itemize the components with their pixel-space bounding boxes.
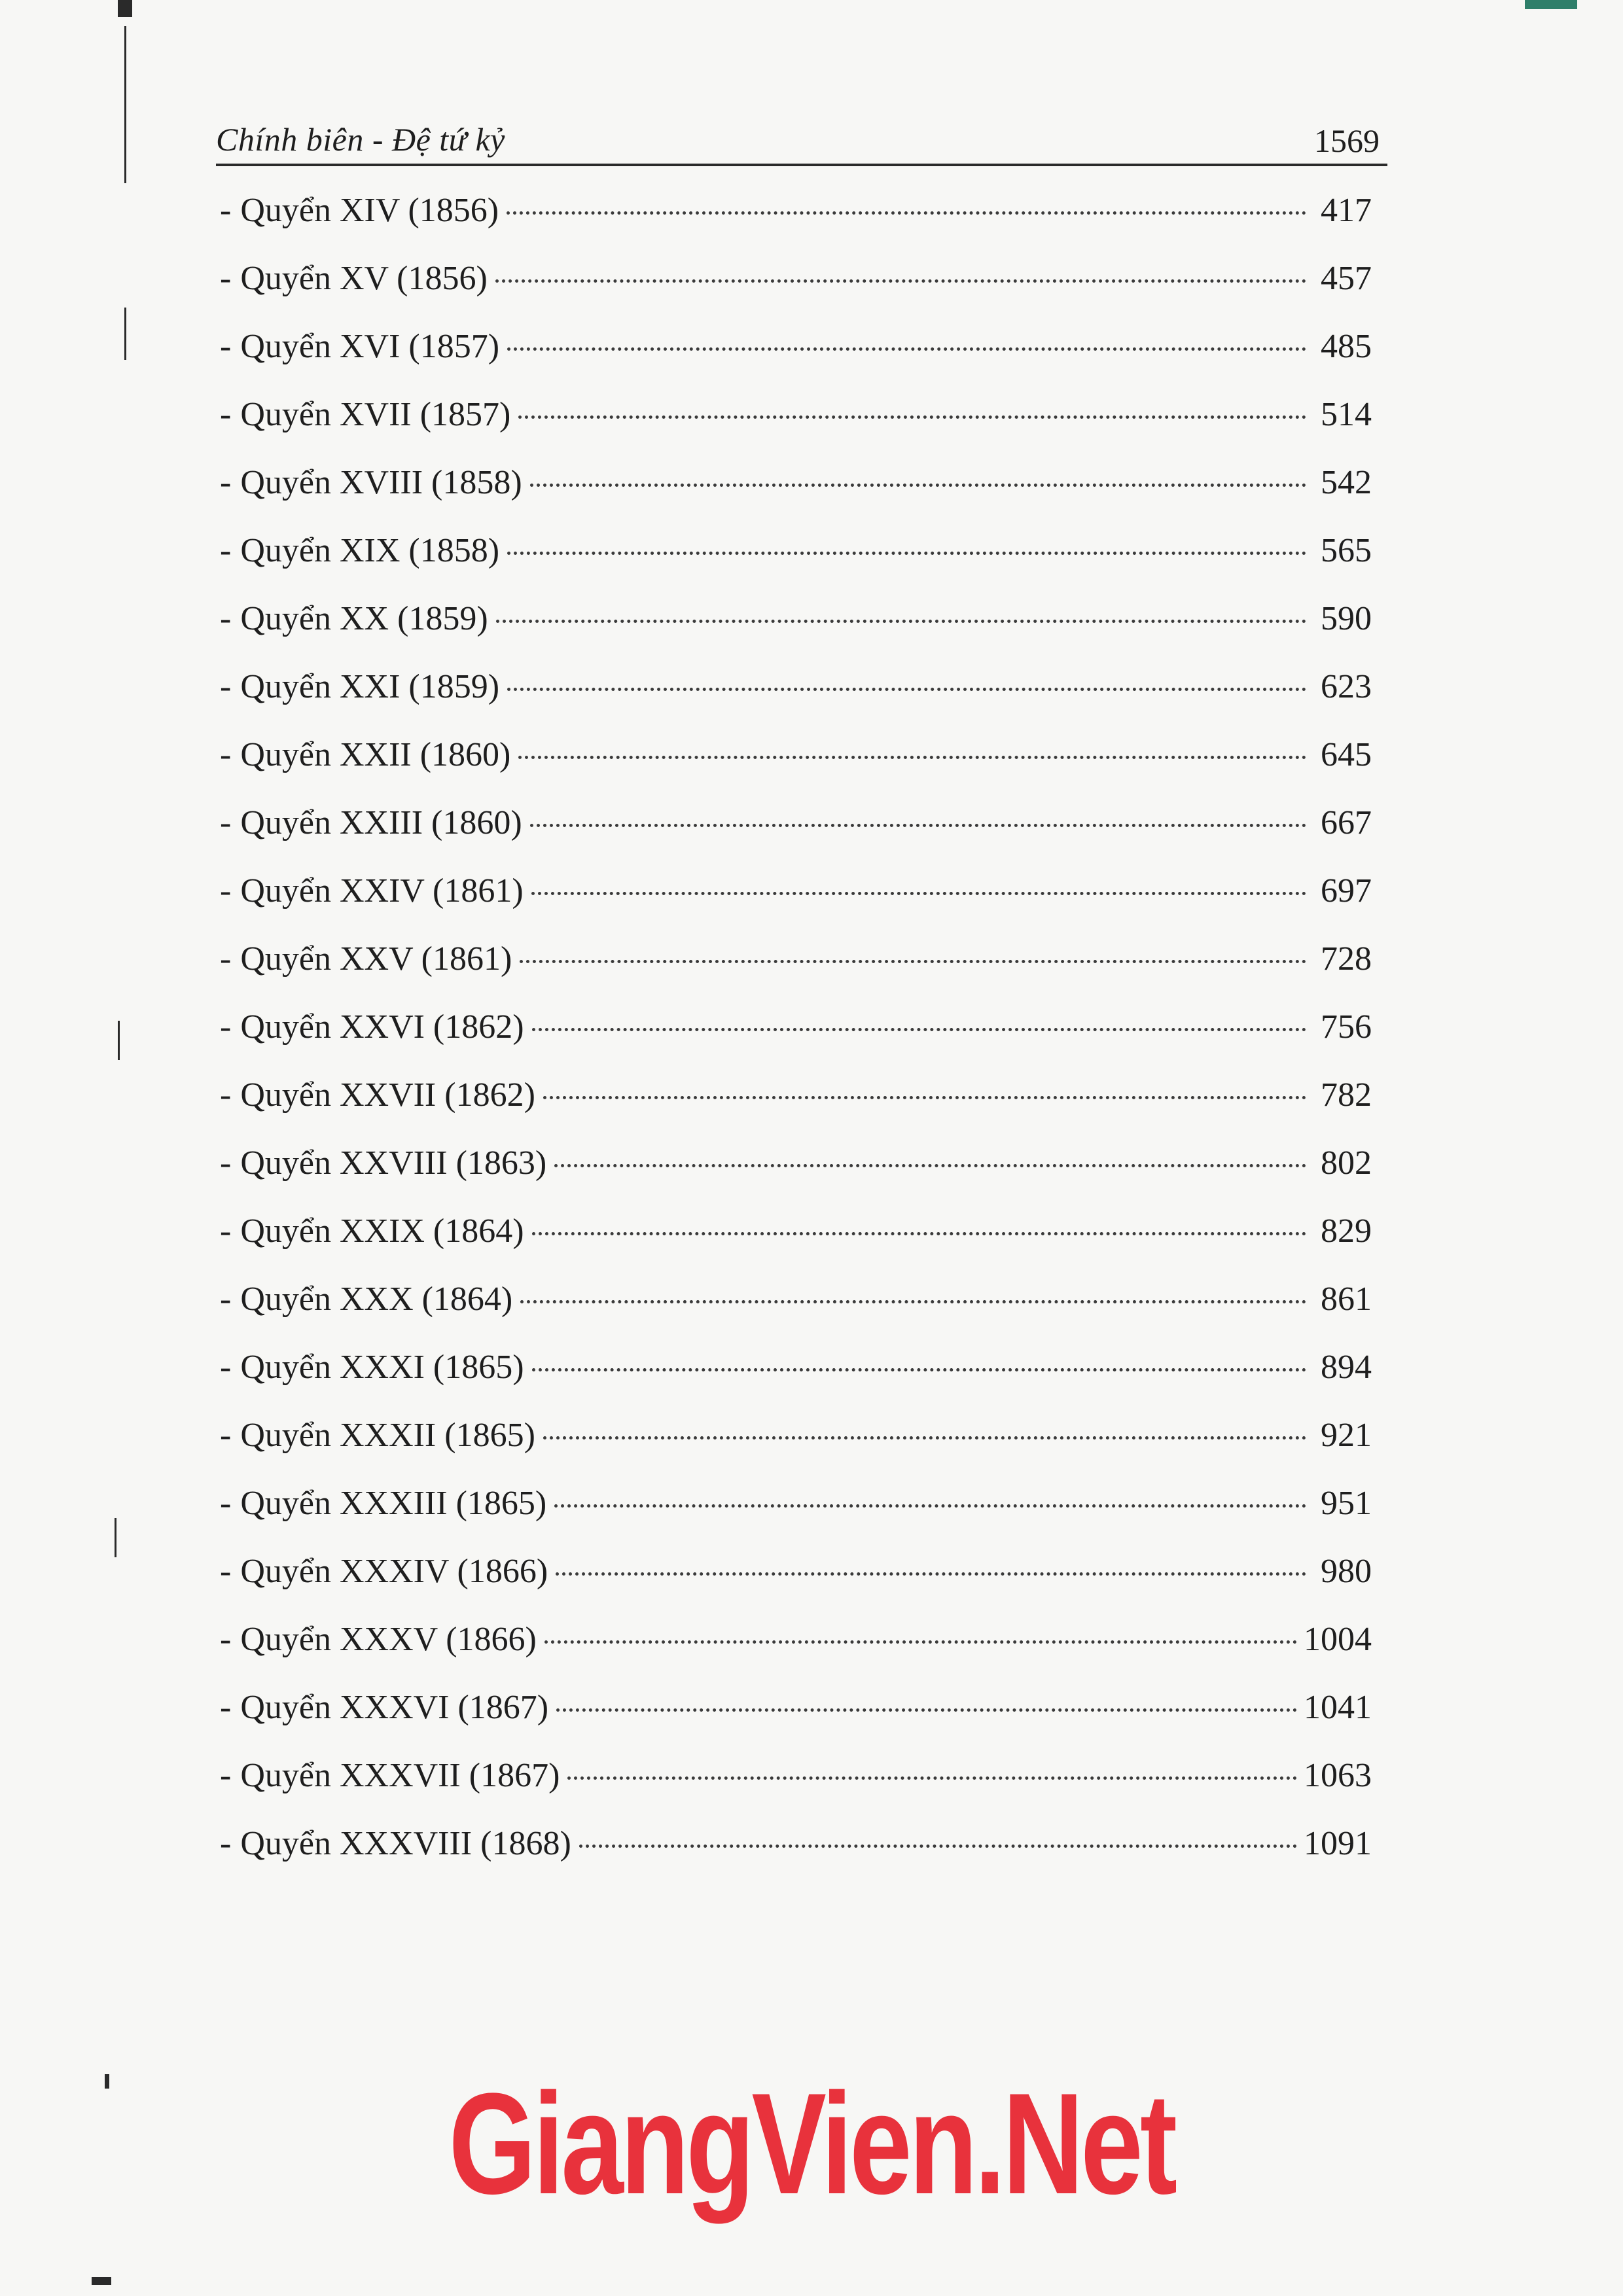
dot-leader — [507, 347, 1306, 351]
toc-entry — [220, 993, 1372, 1061]
binding-mark — [92, 2277, 111, 2285]
entry-page-number: 623 — [1321, 668, 1372, 705]
toc-entry — [220, 653, 1372, 721]
toc-entry — [220, 857, 1372, 925]
entry-dash: - — [220, 804, 232, 841]
entry-dash: - — [220, 464, 232, 501]
toc-entry — [220, 1129, 1372, 1197]
entry-dash: - — [220, 260, 232, 297]
dot-leader — [518, 756, 1306, 759]
entry-page-number: 921 — [1321, 1417, 1372, 1454]
entry-page-number: 951 — [1321, 1485, 1372, 1522]
entry-label: Quyển XXVII (1862) — [240, 1076, 535, 1114]
entry-label: Quyển XXIII (1860) — [240, 804, 522, 841]
toc-entry — [220, 517, 1372, 585]
toc-entry — [220, 1061, 1372, 1129]
running-title: Chính biên - Đệ tứ kỷ — [216, 121, 505, 158]
toc-entry — [220, 1810, 1372, 1878]
entry-dash: - — [220, 940, 232, 978]
entry-dash: - — [220, 1008, 232, 1046]
entry-label: Quyển XXVIII (1863) — [240, 1144, 547, 1182]
entry-page-number: 861 — [1321, 1280, 1372, 1318]
entry-dash: - — [220, 872, 232, 910]
entry-dash: - — [220, 1212, 232, 1250]
entry-label: Quyển XXXIV (1866) — [240, 1553, 548, 1590]
entry-page-number: 514 — [1321, 396, 1372, 433]
entry-dash: - — [220, 1280, 232, 1318]
dot-leader — [532, 1232, 1306, 1235]
toc-entry — [220, 1606, 1372, 1674]
page-header — [216, 110, 1387, 166]
table-of-contents — [220, 177, 1372, 1878]
toc-entry — [220, 1197, 1372, 1265]
entry-dash: - — [220, 1417, 232, 1454]
dot-leader — [495, 279, 1306, 283]
entry-dash: - — [220, 1621, 232, 1658]
entry-dash: - — [220, 1076, 232, 1114]
entry-page-number: 565 — [1321, 532, 1372, 569]
entry-label: Quyển XXVI (1862) — [240, 1008, 524, 1046]
dot-leader — [532, 1028, 1306, 1031]
dot-leader — [507, 211, 1306, 215]
entry-label: Quyển XXXVI (1867) — [240, 1689, 549, 1726]
entry-page-number: 590 — [1321, 600, 1372, 637]
entry-page-number: 802 — [1321, 1144, 1372, 1182]
dot-leader — [579, 1845, 1297, 1848]
entry-label: Quyển XVI (1857) — [240, 328, 500, 365]
binding-mark — [124, 26, 126, 183]
binding-mark — [105, 2074, 109, 2089]
dot-leader — [543, 1436, 1306, 1439]
entry-page-number: 782 — [1321, 1076, 1372, 1114]
dot-leader — [554, 1164, 1306, 1167]
entry-label: Quyển XVII (1857) — [240, 396, 511, 433]
entry-dash: - — [220, 600, 232, 637]
dot-leader — [531, 892, 1306, 895]
toc-entry — [220, 1538, 1372, 1606]
entry-page-number: 1004 — [1304, 1621, 1372, 1658]
entry-dash: - — [220, 1485, 232, 1522]
entry-label: Quyển XXII (1860) — [240, 736, 511, 773]
entry-dash: - — [220, 1553, 232, 1590]
page-number: 1569 — [1314, 122, 1380, 159]
toc-entry — [220, 585, 1372, 653]
entry-label: Quyển XXXI (1865) — [240, 1349, 524, 1386]
entry-dash: - — [220, 396, 232, 433]
dot-leader — [532, 1368, 1306, 1371]
entry-page-number: 645 — [1321, 736, 1372, 773]
watermark: GiangVien.Net — [448, 2063, 1175, 2224]
entry-page-number: 542 — [1321, 464, 1372, 501]
dot-leader — [530, 824, 1306, 827]
entry-dash: - — [220, 1144, 232, 1182]
binding-mark — [118, 1021, 120, 1060]
entry-label: Quyển XXIX (1864) — [240, 1212, 524, 1250]
binding-mark — [118, 0, 132, 17]
entry-label: Quyển XXI (1859) — [240, 668, 500, 705]
dot-leader — [520, 1300, 1306, 1303]
entry-label: Quyển XIV (1856) — [240, 192, 499, 229]
dot-leader — [556, 1572, 1306, 1576]
entry-dash: - — [220, 532, 232, 569]
entry-page-number: 1063 — [1304, 1757, 1372, 1794]
entry-page-number: 457 — [1321, 260, 1372, 297]
entry-page-number: 1091 — [1304, 1825, 1372, 1862]
entry-label: Quyển XX (1859) — [240, 600, 488, 637]
toc-entry — [220, 925, 1372, 993]
dot-leader — [544, 1640, 1297, 1644]
entry-dash: - — [220, 668, 232, 705]
entry-label: Quyển XXX (1864) — [240, 1280, 513, 1318]
entry-label: Quyển XXV (1861) — [240, 940, 512, 978]
toc-entry — [220, 245, 1372, 313]
toc-entry — [220, 1674, 1372, 1742]
dot-leader — [507, 688, 1306, 691]
dot-leader — [567, 1776, 1297, 1780]
binding-mark — [115, 1518, 116, 1557]
entry-page-number: 485 — [1321, 328, 1372, 365]
entry-label: Quyển XXXVIII (1868) — [240, 1825, 571, 1862]
toc-entry — [220, 1742, 1372, 1810]
entry-label: Quyển XXXIII (1865) — [240, 1485, 547, 1522]
toc-entry — [220, 449, 1372, 517]
entry-dash: - — [220, 192, 232, 229]
entry-page-number: 980 — [1321, 1553, 1372, 1590]
entry-label: Quyển XVIII (1858) — [240, 464, 522, 501]
entry-dash: - — [220, 1825, 232, 1862]
binding-mark — [124, 308, 126, 360]
page-tab-mark — [1525, 0, 1577, 9]
toc-entry — [220, 1333, 1372, 1402]
entry-label: Quyển XXXVII (1867) — [240, 1757, 560, 1794]
entry-page-number: 1041 — [1304, 1689, 1372, 1726]
toc-entry — [220, 1265, 1372, 1333]
entry-dash: - — [220, 328, 232, 365]
entry-page-number: 417 — [1321, 192, 1372, 229]
dot-leader — [496, 620, 1306, 623]
entry-label: Quyển XXIV (1861) — [240, 872, 524, 910]
toc-entry — [220, 789, 1372, 857]
toc-entry — [220, 313, 1372, 381]
toc-entry — [220, 177, 1372, 245]
entry-label: Quyển XXXII (1865) — [240, 1417, 535, 1454]
toc-entry — [220, 1470, 1372, 1538]
toc-entry — [220, 1402, 1372, 1470]
entry-page-number: 728 — [1321, 940, 1372, 978]
dot-leader — [554, 1504, 1306, 1508]
toc-entry — [220, 381, 1372, 449]
entry-dash: - — [220, 736, 232, 773]
dot-leader — [507, 552, 1306, 555]
dot-leader — [556, 1708, 1297, 1712]
entry-page-number: 894 — [1321, 1349, 1372, 1386]
entry-page-number: 829 — [1321, 1212, 1372, 1250]
entry-dash: - — [220, 1349, 232, 1386]
dot-leader — [530, 484, 1306, 487]
dot-leader — [518, 415, 1306, 419]
entry-page-number: 697 — [1321, 872, 1372, 910]
entry-dash: - — [220, 1689, 232, 1726]
entry-label: Quyển XIX (1858) — [240, 532, 500, 569]
entry-label: Quyển XV (1856) — [240, 260, 488, 297]
toc-entry — [220, 721, 1372, 789]
entry-label: Quyển XXXV (1866) — [240, 1621, 537, 1658]
entry-page-number: 667 — [1321, 804, 1372, 841]
entry-page-number: 756 — [1321, 1008, 1372, 1046]
entry-dash: - — [220, 1757, 232, 1794]
dot-leader — [520, 960, 1306, 963]
dot-leader — [543, 1096, 1306, 1099]
